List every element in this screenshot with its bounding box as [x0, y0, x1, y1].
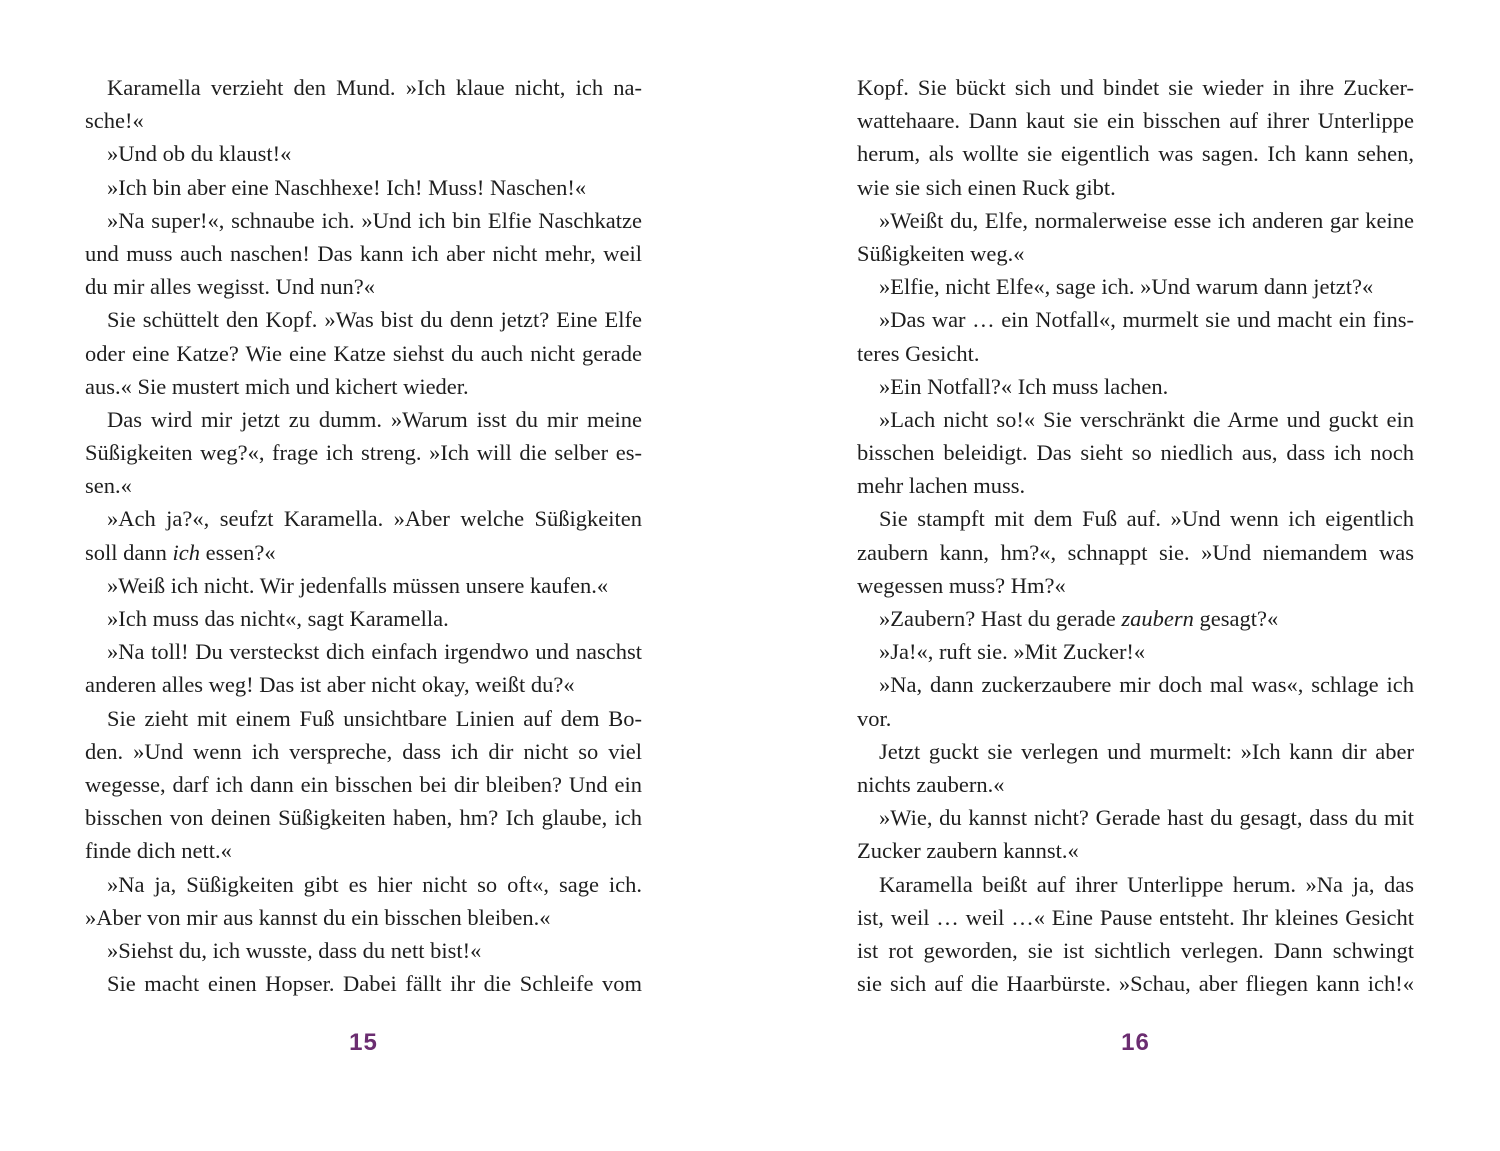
text-line: aus.« Sie mustert mich und kichert wieder.	[85, 373, 469, 399]
text-line: Süßigkeiten weg?«, frage ich streng. »Ich will die selber es-	[85, 440, 642, 466]
page-number-left: 15	[349, 1029, 378, 1056]
text-line: den. »Und wenn ich verspreche, dass ich dir nicht so viel	[85, 738, 642, 764]
text-line: Süßigkeiten weg.«	[857, 240, 1025, 266]
text-line: bisschen beleidigt. Das sieht so niedlich aus, dass ich noch	[857, 440, 1414, 466]
text-line: Sie zieht mit einem Fuß unsichtbare Linien auf dem Bo-	[107, 705, 642, 731]
text-line: Kopf. Sie bückt sich und bindet sie wieder in ihre Zucker-	[857, 75, 1414, 100]
text-line: »Weißt du, Elfe, normalerweise esse ich anderen gar keine	[879, 207, 1414, 233]
text-line: »Das war … ein Notfall«, murmelt sie und macht ein fins-	[879, 307, 1414, 333]
text-line: »Na super!«, schnaube ich. »Und ich bin Elfie Naschkatze	[107, 207, 642, 233]
text-line: und muss auch naschen! Das kann ich aber nicht mehr, weil	[85, 240, 642, 266]
text-line: oder eine Katze? Wie eine Katze siehst du auch nicht gerade	[85, 340, 642, 366]
text-line: wie sie sich einen Ruck gibt.	[857, 174, 1116, 200]
text-line: wegesse, darf ich dann ein bisschen bei dir bleiben? Und ein	[85, 771, 642, 797]
text-line: »Zaubern? Hast du gerade zaubern gesagt?«	[879, 606, 1279, 631]
text-line: Karamella beißt auf ihrer Unterlippe herum. »Na ja, das	[879, 871, 1414, 897]
text-line: finde dich nett.«	[85, 838, 232, 864]
page-15-text	[85, 71, 642, 1000]
text-line: sche!«	[85, 108, 144, 134]
text-line: vor.	[857, 705, 892, 731]
text-line: Jetzt guckt sie verlegen und murmelt: »Ich kann dir aber	[879, 738, 1414, 764]
text-line: sie sich auf die Haarbürste. »Schau, aber fliegen kann ich!«	[857, 971, 1414, 997]
text-line: »Ja!«, ruft sie. »Mit Zucker!«	[879, 639, 1146, 665]
text-line: wegessen muss? Hm?«	[857, 572, 1066, 598]
page-16	[857, 71, 1414, 1081]
text-line: »Weiß ich nicht. Wir jedenfalls müssen unsere kaufen.«	[107, 572, 609, 598]
text-line: zaubern kann, hm?«, schnappt sie. »Und niemandem was	[857, 539, 1414, 565]
text-line: bisschen von deinen Süßigkeiten haben, hm? Ich glaube, ich	[85, 805, 642, 831]
text-line: Karamella verzieht den Mund. »Ich klaue nicht, ich na-	[107, 75, 642, 100]
text-line: du mir alles wegisst. Und nun?«	[85, 274, 375, 300]
text-line: ist, weil … weil …« Eine Pause entsteht. Ihr kleines Gesicht	[857, 904, 1414, 930]
text-line: teres Gesicht.	[857, 340, 980, 366]
page-15	[85, 71, 642, 1081]
text-line: »Und ob du klaust!«	[107, 141, 292, 167]
text-line: Sie schüttelt den Kopf. »Was bist du denn jetzt? Eine Elfe	[107, 307, 642, 333]
text-line: soll dann ich essen?«	[85, 539, 276, 565]
text-line: »Na ja, Süßigkeiten gibt es hier nicht so oft«, sage ich.	[107, 871, 642, 897]
text-line: »Ich muss das nicht«, sagt Karamella.	[107, 606, 449, 631]
text-line: anderen alles weg! Das ist aber nicht okay, weißt du?«	[85, 672, 575, 698]
text-line: »Na, dann zuckerzaubere mir doch mal was«, schlage ich	[879, 672, 1414, 698]
text-line: »Ach ja?«, seufzt Karamella. »Aber welche Süßigkeiten	[107, 506, 642, 532]
text-line: Sie macht einen Hopser. Dabei fällt ihr die Schleife vom	[107, 971, 642, 997]
text-line: Sie stampft mit dem Fuß auf. »Und wenn ich eigentlich	[879, 506, 1414, 532]
text-line: Das wird mir jetzt zu dumm. »Warum isst du mir meine	[107, 406, 642, 432]
text-line: ist rot geworden, sie ist sichtlich verlegen. Dann schwingt	[857, 937, 1414, 963]
page-number-right: 16	[1121, 1029, 1150, 1056]
text-line: wattehaare. Dann kaut sie ein bisschen auf ihrer Unterlippe	[857, 108, 1414, 134]
text-line: »Lach nicht so!« Sie verschränkt die Arme und guckt ein	[879, 406, 1414, 432]
text-line: »Na toll! Du versteckst dich einfach irgendwo und naschst	[107, 639, 642, 665]
text-line: sen.«	[85, 473, 132, 499]
text-line: »Ein Notfall?« Ich muss lachen.	[879, 373, 1169, 399]
text-line: »Elfie, nicht Elfe«, sage ich. »Und warum dann jetzt?«	[879, 274, 1374, 300]
text-line: »Siehst du, ich wusste, dass du nett bist!«	[107, 937, 482, 963]
text-line: herum, als wollte sie eigentlich was sagen. Ich kann sehen,	[857, 141, 1414, 167]
text-line: mehr lachen muss.	[857, 473, 1026, 499]
text-line: »Wie, du kannst nicht? Gerade hast du gesagt, dass du mit	[879, 805, 1414, 831]
text-line: Zucker zaubern kannst.«	[857, 838, 1079, 864]
text-line: »Aber von mir aus kannst du ein bisschen bleiben.«	[85, 904, 551, 930]
text-line: »Ich bin aber eine Naschhexe! Ich! Muss! Naschen!«	[107, 174, 587, 200]
text-line: nichts zaubern.«	[857, 771, 1005, 797]
page-16-text	[857, 71, 1414, 1000]
